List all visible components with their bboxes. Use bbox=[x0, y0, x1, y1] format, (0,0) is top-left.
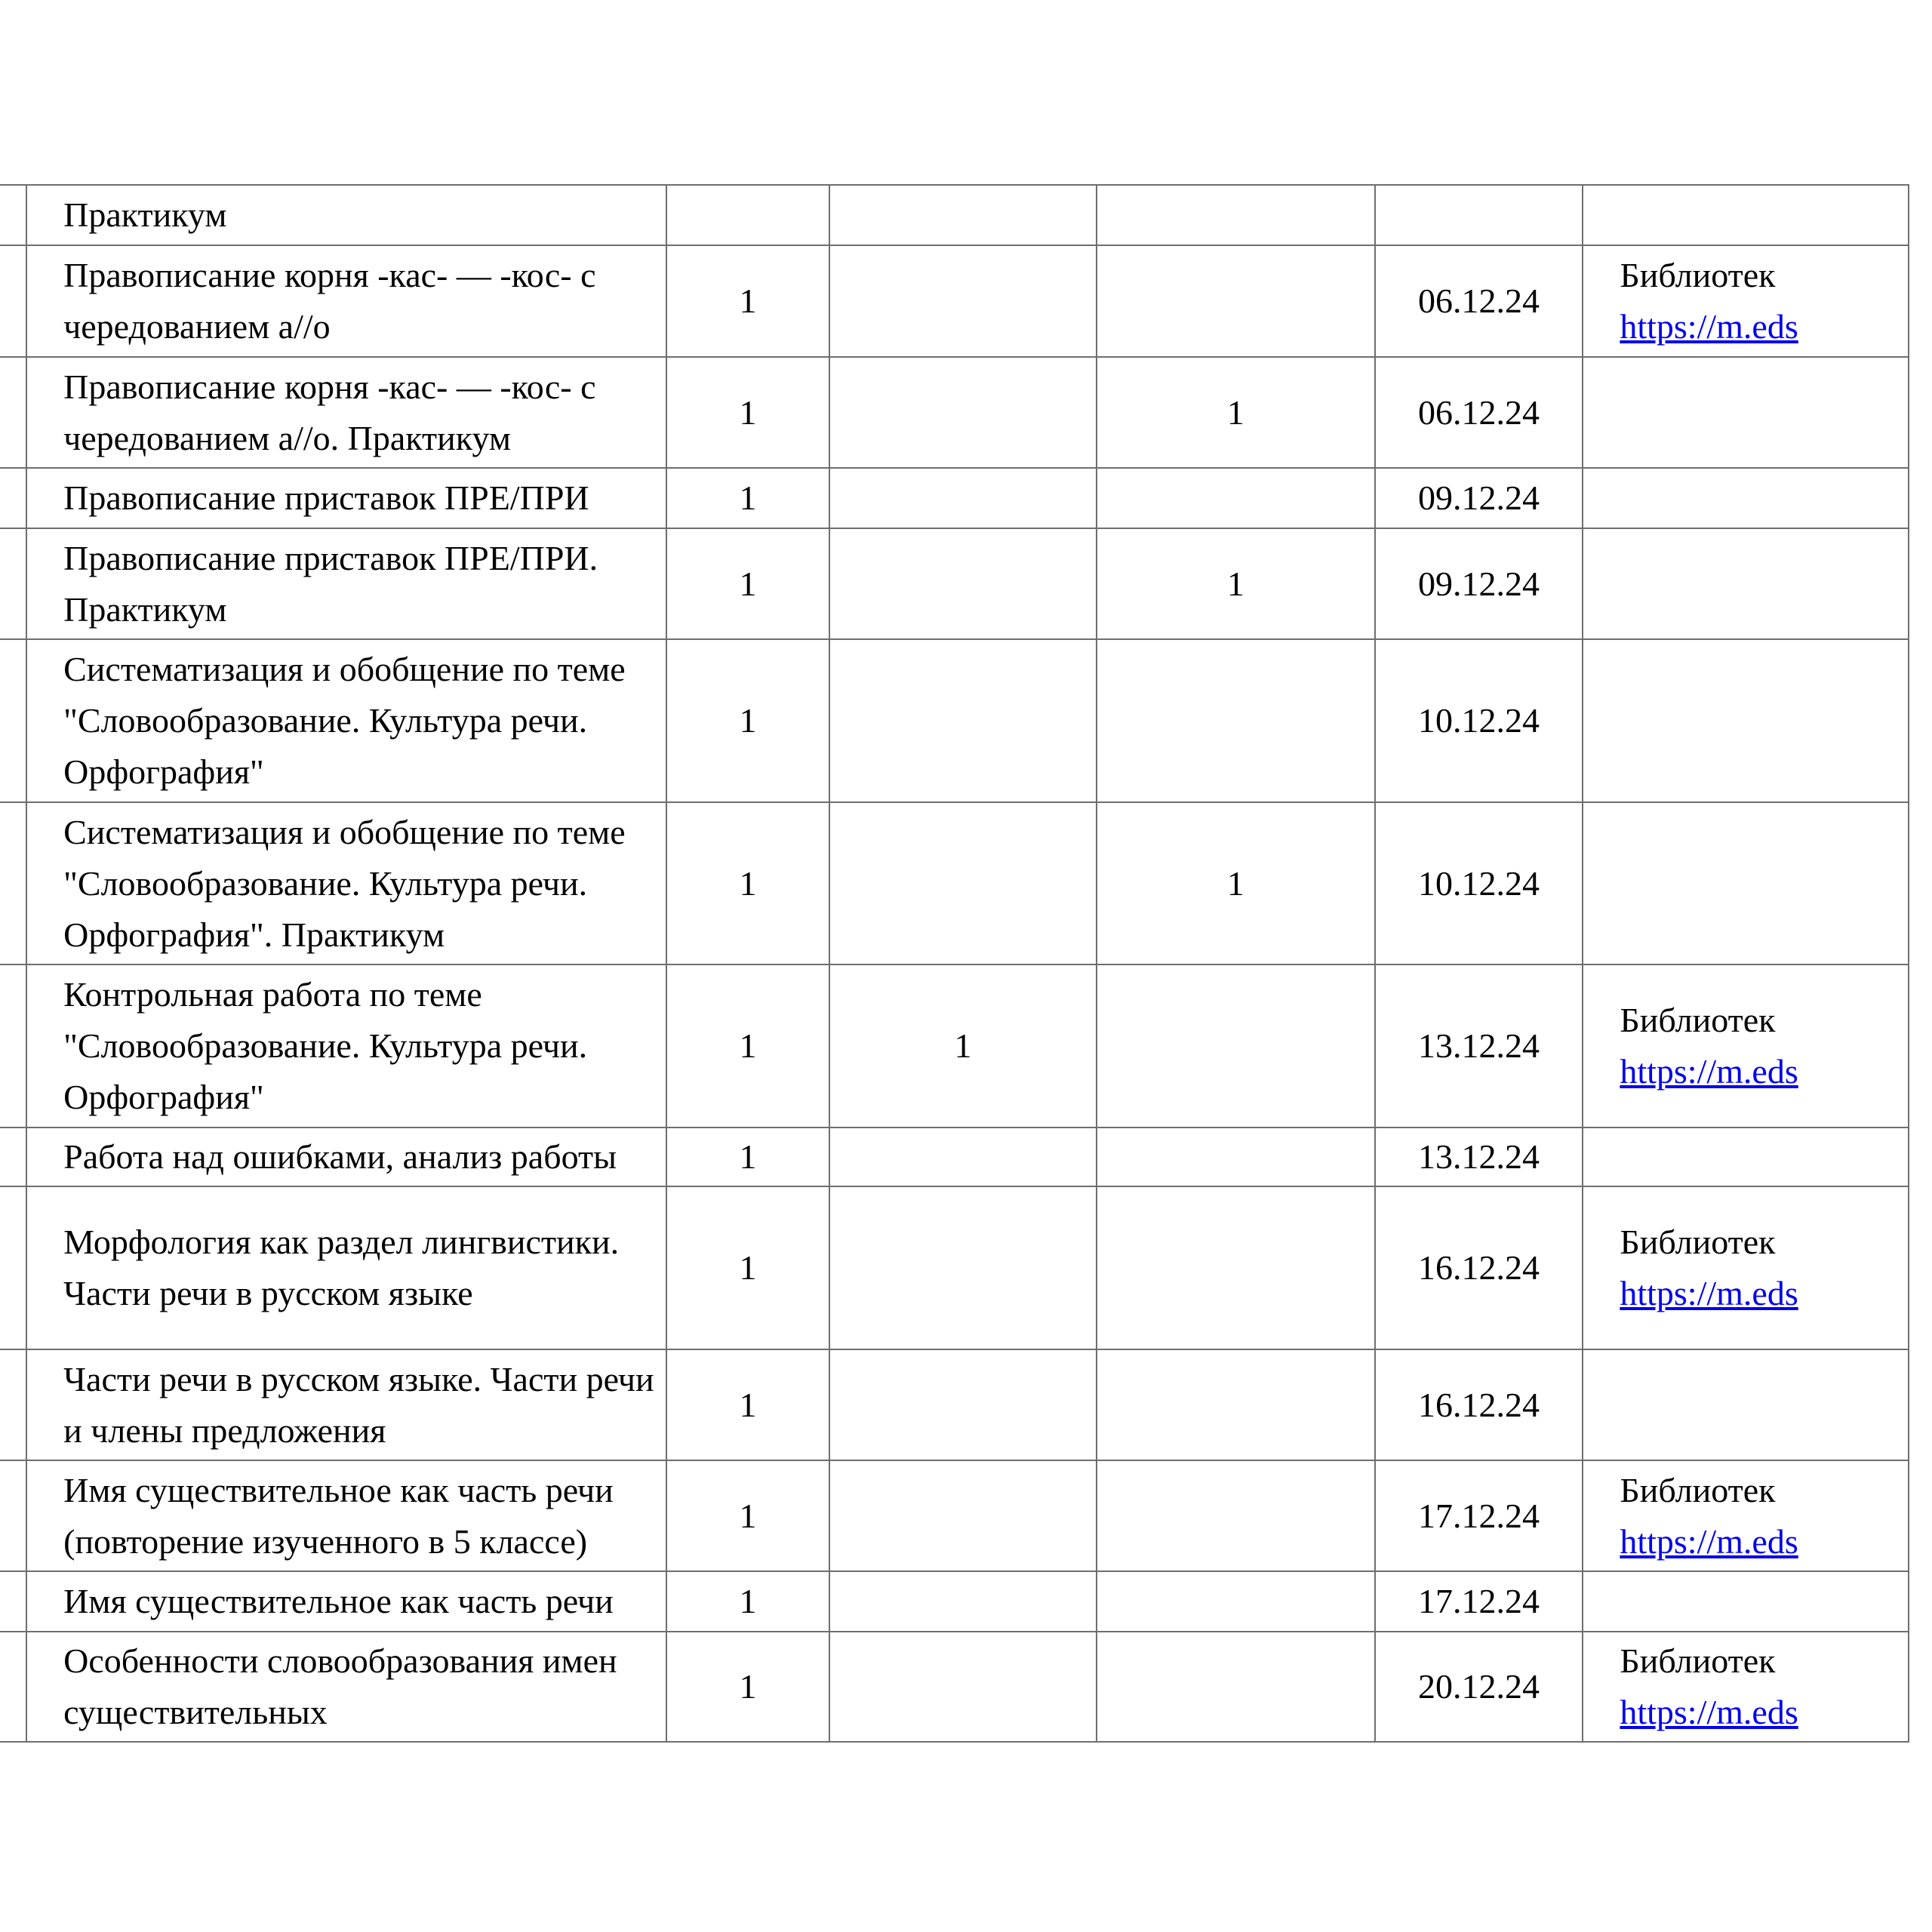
table-row bbox=[0, 639, 1909, 802]
date-cell: 09.12.24 bbox=[1375, 468, 1583, 528]
total-hours-cell: 1 bbox=[666, 468, 829, 528]
topic-text: Морфология как раздел лингвистики. Части речи в русском языке bbox=[63, 1223, 620, 1312]
resource-cell bbox=[1583, 528, 1909, 639]
control-works-cell bbox=[829, 1460, 1097, 1571]
topic-cell bbox=[26, 639, 666, 802]
date-cell bbox=[1375, 185, 1583, 245]
lesson-number-cell bbox=[0, 802, 26, 964]
total-hours-cell: 1 bbox=[666, 357, 829, 468]
resource-cell bbox=[1583, 1186, 1909, 1349]
date-cell: 17.12.24 bbox=[1375, 1571, 1583, 1632]
practical-works-cell bbox=[1097, 468, 1374, 528]
practical-works-cell bbox=[1097, 1460, 1374, 1571]
lesson-number-cell bbox=[0, 1460, 26, 1571]
date-cell: 13.12.24 bbox=[1375, 964, 1583, 1128]
control-works-cell bbox=[829, 639, 1097, 802]
practical-works-cell bbox=[1097, 185, 1374, 245]
date-cell: 10.12.24 bbox=[1375, 802, 1583, 964]
lesson-number-cell bbox=[0, 1571, 26, 1632]
practical-works-cell bbox=[1097, 1571, 1374, 1632]
lesson-number-cell bbox=[0, 1632, 26, 1742]
resource-cell bbox=[1583, 1460, 1909, 1571]
lesson-number-cell bbox=[0, 528, 26, 639]
resource-cell bbox=[1583, 1349, 1909, 1460]
topic-cell bbox=[26, 802, 666, 964]
control-works-cell bbox=[829, 185, 1097, 245]
total-hours-cell: 1 bbox=[666, 1186, 829, 1349]
table-row bbox=[0, 1186, 1909, 1349]
topic-text: Части речи в русском языке. Части речи и члены предложения bbox=[63, 1359, 654, 1450]
control-works-cell: 1 bbox=[829, 964, 1097, 1128]
date-cell: 09.12.24 bbox=[1375, 528, 1583, 639]
lesson-number-cell bbox=[0, 1128, 26, 1186]
total-hours-cell: 1 bbox=[666, 1128, 829, 1186]
table-row bbox=[0, 1632, 1909, 1742]
table-row bbox=[0, 528, 1909, 639]
total-hours-cell: 1 bbox=[666, 528, 829, 639]
topic-text: Систематизация и обобщение по теме "Словообразование. Культура речи. Орфография". Практикум bbox=[63, 812, 626, 954]
topic-cell bbox=[26, 1349, 666, 1460]
total-hours-cell: 1 bbox=[666, 245, 829, 357]
lesson-number-cell bbox=[0, 964, 26, 1128]
resource-cell bbox=[1583, 639, 1909, 802]
resource-label: Библиотек bbox=[1620, 1001, 1776, 1039]
topic-text: Правописание корня -кас- — -кос- с чередованием а//о. Практикум bbox=[63, 367, 596, 457]
table-row bbox=[0, 185, 1909, 245]
topic-cell bbox=[26, 1632, 666, 1742]
total-hours-cell: 1 bbox=[666, 1460, 829, 1571]
topic-text: Практикум bbox=[63, 195, 227, 234]
resource-cell bbox=[1583, 357, 1909, 468]
total-hours-cell: 1 bbox=[666, 802, 829, 964]
control-works-cell bbox=[829, 1349, 1097, 1460]
control-works-cell bbox=[829, 802, 1097, 964]
topic-cell bbox=[26, 964, 666, 1128]
lesson-number-cell bbox=[0, 245, 26, 357]
date-cell: 06.12.24 bbox=[1375, 245, 1583, 357]
resource-cell bbox=[1583, 1632, 1909, 1742]
table-row bbox=[0, 357, 1909, 468]
resource-link[interactable]: https://m.eds bbox=[1620, 1693, 1798, 1731]
resource-cell bbox=[1583, 185, 1909, 245]
practical-works-cell bbox=[1097, 1128, 1374, 1186]
practical-works-cell: 1 bbox=[1097, 528, 1374, 639]
topic-cell bbox=[26, 528, 666, 639]
lesson-number-cell bbox=[0, 639, 26, 802]
practical-works-cell: 1 bbox=[1097, 357, 1374, 468]
topic-text: Контрольная работа по теме "Словообразование. Культура речи. Орфография" bbox=[63, 975, 588, 1116]
topic-cell bbox=[26, 357, 666, 468]
resource-link[interactable]: https://m.eds bbox=[1620, 1521, 1798, 1561]
table-row bbox=[0, 1571, 1909, 1632]
resource-label: Библиотек bbox=[1620, 256, 1776, 294]
lesson-number-cell bbox=[0, 1349, 26, 1460]
topic-cell bbox=[26, 1128, 666, 1186]
topic-cell bbox=[26, 245, 666, 357]
table-row bbox=[0, 245, 1909, 357]
topic-text: Правописание приставок ПРЕ/ПРИ. Практикум bbox=[63, 538, 598, 629]
control-works-cell bbox=[829, 1571, 1097, 1632]
control-works-cell bbox=[829, 357, 1097, 468]
topic-text: Имя существительное как часть речи (повторение изученного в 5 классе) bbox=[63, 1470, 614, 1561]
practical-works-cell bbox=[1097, 245, 1374, 357]
practical-works-cell bbox=[1097, 1632, 1374, 1742]
table-row bbox=[0, 1349, 1909, 1460]
date-cell: 10.12.24 bbox=[1375, 639, 1583, 802]
topic-cell bbox=[26, 185, 666, 245]
lesson-number-cell bbox=[0, 468, 26, 528]
total-hours-cell: 1 bbox=[666, 639, 829, 802]
date-cell: 17.12.24 bbox=[1375, 1460, 1583, 1571]
date-cell: 13.12.24 bbox=[1375, 1128, 1583, 1186]
control-works-cell bbox=[829, 468, 1097, 528]
total-hours-cell: 1 bbox=[666, 1349, 829, 1460]
total-hours-cell bbox=[666, 185, 829, 245]
resource-cell bbox=[1583, 468, 1909, 528]
practical-works-cell bbox=[1097, 1349, 1374, 1460]
practical-works-cell bbox=[1097, 639, 1374, 802]
lesson-number-cell bbox=[0, 1186, 26, 1349]
resource-cell bbox=[1583, 964, 1909, 1128]
practical-works-cell bbox=[1097, 964, 1374, 1128]
total-hours-cell: 1 bbox=[666, 964, 829, 1128]
resource-label: Библиотек bbox=[1620, 1223, 1776, 1261]
practical-works-cell bbox=[1097, 1186, 1374, 1349]
lesson-number-cell bbox=[0, 185, 26, 245]
table-row bbox=[0, 964, 1909, 1128]
control-works-cell bbox=[829, 528, 1097, 639]
date-cell: 20.12.24 bbox=[1375, 1632, 1583, 1742]
resource-link[interactable]: https://m.eds bbox=[1620, 1274, 1798, 1312]
topic-text: Правописание корня -кас- — -кос- с чередованием а//о bbox=[63, 256, 596, 346]
table-row bbox=[0, 1460, 1909, 1571]
control-works-cell bbox=[829, 245, 1097, 357]
date-cell: 16.12.24 bbox=[1375, 1186, 1583, 1349]
control-works-cell bbox=[829, 1128, 1097, 1186]
table-row bbox=[0, 1128, 1909, 1186]
topic-cell bbox=[26, 1186, 666, 1349]
lesson-plan-table bbox=[0, 184, 1909, 1743]
resource-link[interactable]: https://m.eds bbox=[1620, 1052, 1798, 1091]
lesson-plan-body bbox=[0, 185, 1909, 1742]
practical-works-cell: 1 bbox=[1097, 802, 1374, 964]
topic-text: Работа над ошибками, анализ работы bbox=[63, 1137, 617, 1176]
date-cell: 06.12.24 bbox=[1375, 357, 1583, 468]
topic-text: Систематизация и обобщение по теме "Словообразование. Культура речи. Орфография" bbox=[63, 650, 626, 791]
resource-cell bbox=[1583, 1571, 1909, 1632]
resource-link[interactable]: https://m.eds bbox=[1620, 307, 1798, 346]
resource-label: Библиотек bbox=[1620, 1641, 1776, 1680]
control-works-cell bbox=[829, 1632, 1097, 1742]
resource-cell bbox=[1583, 245, 1909, 357]
topic-text: Правописание приставок ПРЕ/ПРИ bbox=[63, 478, 589, 517]
lesson-number-cell bbox=[0, 357, 26, 468]
total-hours-cell: 1 bbox=[666, 1632, 829, 1742]
table-row bbox=[0, 802, 1909, 964]
table-row bbox=[0, 468, 1909, 528]
topic-text: Особенности словообразования имен существительных bbox=[63, 1641, 617, 1731]
total-hours-cell: 1 bbox=[666, 1571, 829, 1632]
topic-text: Имя существительное как часть речи bbox=[63, 1582, 614, 1620]
topic-cell bbox=[26, 1460, 666, 1571]
topic-cell bbox=[26, 1571, 666, 1632]
topic-cell bbox=[26, 468, 666, 528]
control-works-cell bbox=[829, 1186, 1097, 1349]
resource-cell bbox=[1583, 1128, 1909, 1186]
resource-label: Библиотек bbox=[1620, 1470, 1776, 1509]
resource-cell bbox=[1583, 802, 1909, 964]
date-cell: 16.12.24 bbox=[1375, 1349, 1583, 1460]
